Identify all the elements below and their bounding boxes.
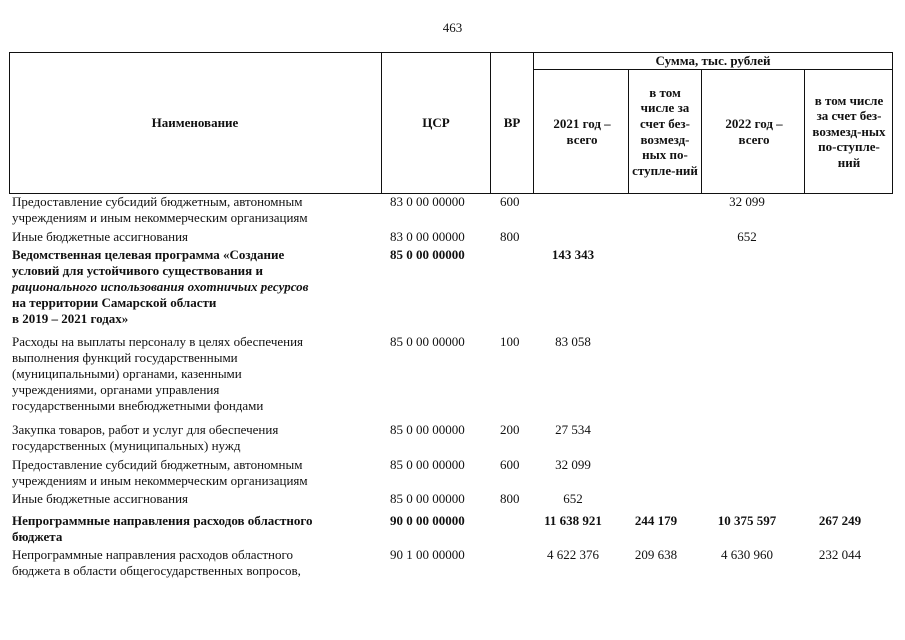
header-2022-total: 2022 год – всего bbox=[725, 115, 783, 147]
row-name: Непрограммные направления расходов областного bbox=[12, 547, 293, 562]
row-csr: 83 0 00 00000 bbox=[390, 194, 465, 209]
row-name: государственными внебюджетными фондами bbox=[12, 398, 264, 413]
row-name: учреждениями, органами управления bbox=[12, 382, 220, 397]
row-2022: 32 099 bbox=[729, 194, 765, 209]
row-name: рационального использования охотничьих ресурсов bbox=[12, 279, 309, 294]
row-2021-free: 209 638 bbox=[634, 547, 678, 562]
row-2021: 32 099 bbox=[555, 457, 591, 472]
row-name: (муниципальными) органами, казенными bbox=[12, 366, 242, 381]
row-name: государственных (муниципальных) нужд bbox=[12, 438, 241, 453]
row-csr: 85 0 00 00000 bbox=[390, 422, 465, 437]
table-header bbox=[9, 52, 893, 194]
row-csr: 90 0 00 00000 bbox=[390, 513, 465, 528]
header-name: Наименование bbox=[151, 114, 239, 130]
row-vr: 800 bbox=[500, 229, 520, 244]
row-name: условий для устойчивого существования и bbox=[12, 263, 263, 278]
row-name: бюджета в области общегосударственных вопросов, bbox=[12, 563, 301, 578]
row-2021: 27 534 bbox=[555, 422, 591, 437]
row-name: на территории Самарской области bbox=[12, 295, 217, 310]
row-2021: 652 bbox=[563, 491, 583, 506]
row-2021-free: 244 179 bbox=[634, 513, 678, 528]
row-name: Закупка товаров, работ и услуг для обеспечения bbox=[12, 422, 279, 437]
row-vr: 200 bbox=[500, 422, 520, 437]
row-vr: 600 bbox=[500, 457, 520, 472]
row-2022: 10 375 597 bbox=[717, 513, 777, 528]
header-2021-total: 2021 год – всего bbox=[553, 115, 611, 147]
row-2022: 652 bbox=[737, 229, 757, 244]
row-vr: 100 bbox=[500, 334, 520, 349]
row-csr: 90 1 00 00000 bbox=[390, 547, 465, 562]
header-csr: ЦСР bbox=[422, 114, 450, 130]
page-number: 463 bbox=[442, 20, 463, 35]
row-csr: 85 0 00 00000 bbox=[390, 247, 465, 262]
row-name: учреждениям и иным некоммерческим организациям bbox=[12, 473, 308, 488]
row-csr: 83 0 00 00000 bbox=[390, 229, 465, 244]
row-name: Иные бюджетные ассигнования bbox=[12, 491, 189, 506]
row-2021: 4 622 376 bbox=[547, 547, 599, 562]
row-vr: 800 bbox=[500, 491, 520, 506]
row-csr: 85 0 00 00000 bbox=[390, 491, 465, 506]
row-name: Предоставление субсидий бюджетным, автономным bbox=[12, 194, 303, 209]
row-2021: 83 058 bbox=[555, 334, 591, 349]
row-csr: 85 0 00 00000 bbox=[390, 334, 465, 349]
row-2022-free: 232 044 bbox=[818, 547, 862, 562]
row-2021: 143 343 bbox=[551, 247, 595, 262]
row-vr: 600 bbox=[500, 194, 520, 209]
row-name: бюджета bbox=[12, 529, 63, 544]
row-name: учреждениям и иным некоммерческим организациям bbox=[12, 210, 308, 225]
row-name: Иные бюджетные ассигнования bbox=[12, 229, 189, 244]
row-name: в 2019 – 2021 годах» bbox=[12, 311, 129, 326]
row-2022: 4 630 960 bbox=[721, 547, 773, 562]
header-2022-free: в том числе за счет без-возмезд-ных по-ступле-ний bbox=[812, 92, 886, 170]
row-2021: 11 638 921 bbox=[544, 513, 602, 528]
row-name: Ведомственная целевая программа «Создание bbox=[12, 247, 285, 262]
row-name: Расходы на выплаты персоналу в целях обеспечения bbox=[12, 334, 304, 349]
header-vr: ВР bbox=[503, 114, 521, 130]
row-name: Непрограммные направления расходов областного bbox=[12, 513, 313, 528]
header-2021-free: в том числе за счет без-возмезд-ных по-ступле-ний bbox=[632, 84, 698, 178]
header-sum-group: Сумма, тыс. рублей bbox=[655, 52, 771, 68]
row-csr: 85 0 00 00000 bbox=[390, 457, 465, 472]
row-2022-free: 267 249 bbox=[818, 513, 862, 528]
row-name: выполнения функций государственными bbox=[12, 350, 238, 365]
row-name: Предоставление субсидий бюджетным, автономным bbox=[12, 457, 303, 472]
